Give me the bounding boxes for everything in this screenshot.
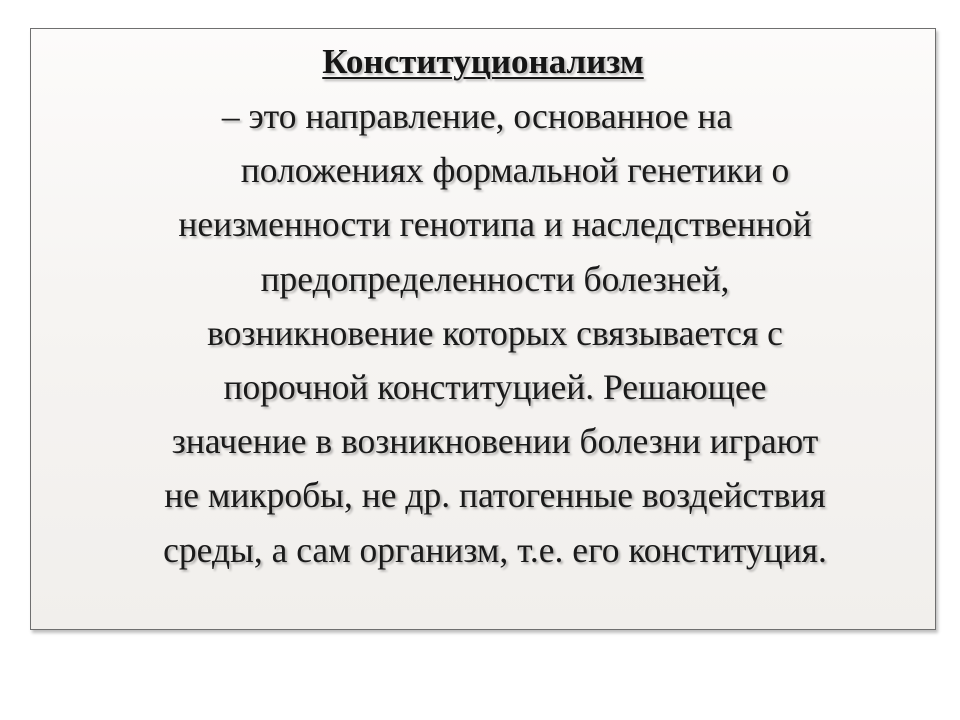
paragraph-line: порочной конституцией. Решающее: [223, 367, 767, 408]
slide-title: Конституционализм: [322, 42, 644, 81]
paragraph-line: предопределенности болезней,: [260, 258, 730, 299]
text-box-content: [31, 39, 935, 577]
paragraph-line: не микробы, не др. патогенные воздействия: [164, 475, 826, 516]
paragraph-line: неизменности генотипа и наследственной: [178, 204, 812, 245]
paragraph-line: возникновение которых связывается с: [207, 312, 783, 353]
paragraph-line: положениях формальной генетики о: [240, 150, 790, 191]
paragraph-line: значение в возникновении болезни играют: [171, 421, 819, 462]
definition-text-box: [30, 28, 936, 630]
definition-paragraph: [31, 89, 935, 577]
paragraph-line: среды, а сам организм, т.е. его конституция.: [163, 529, 827, 570]
paragraph-line: – это направление, основанное на: [221, 96, 733, 136]
